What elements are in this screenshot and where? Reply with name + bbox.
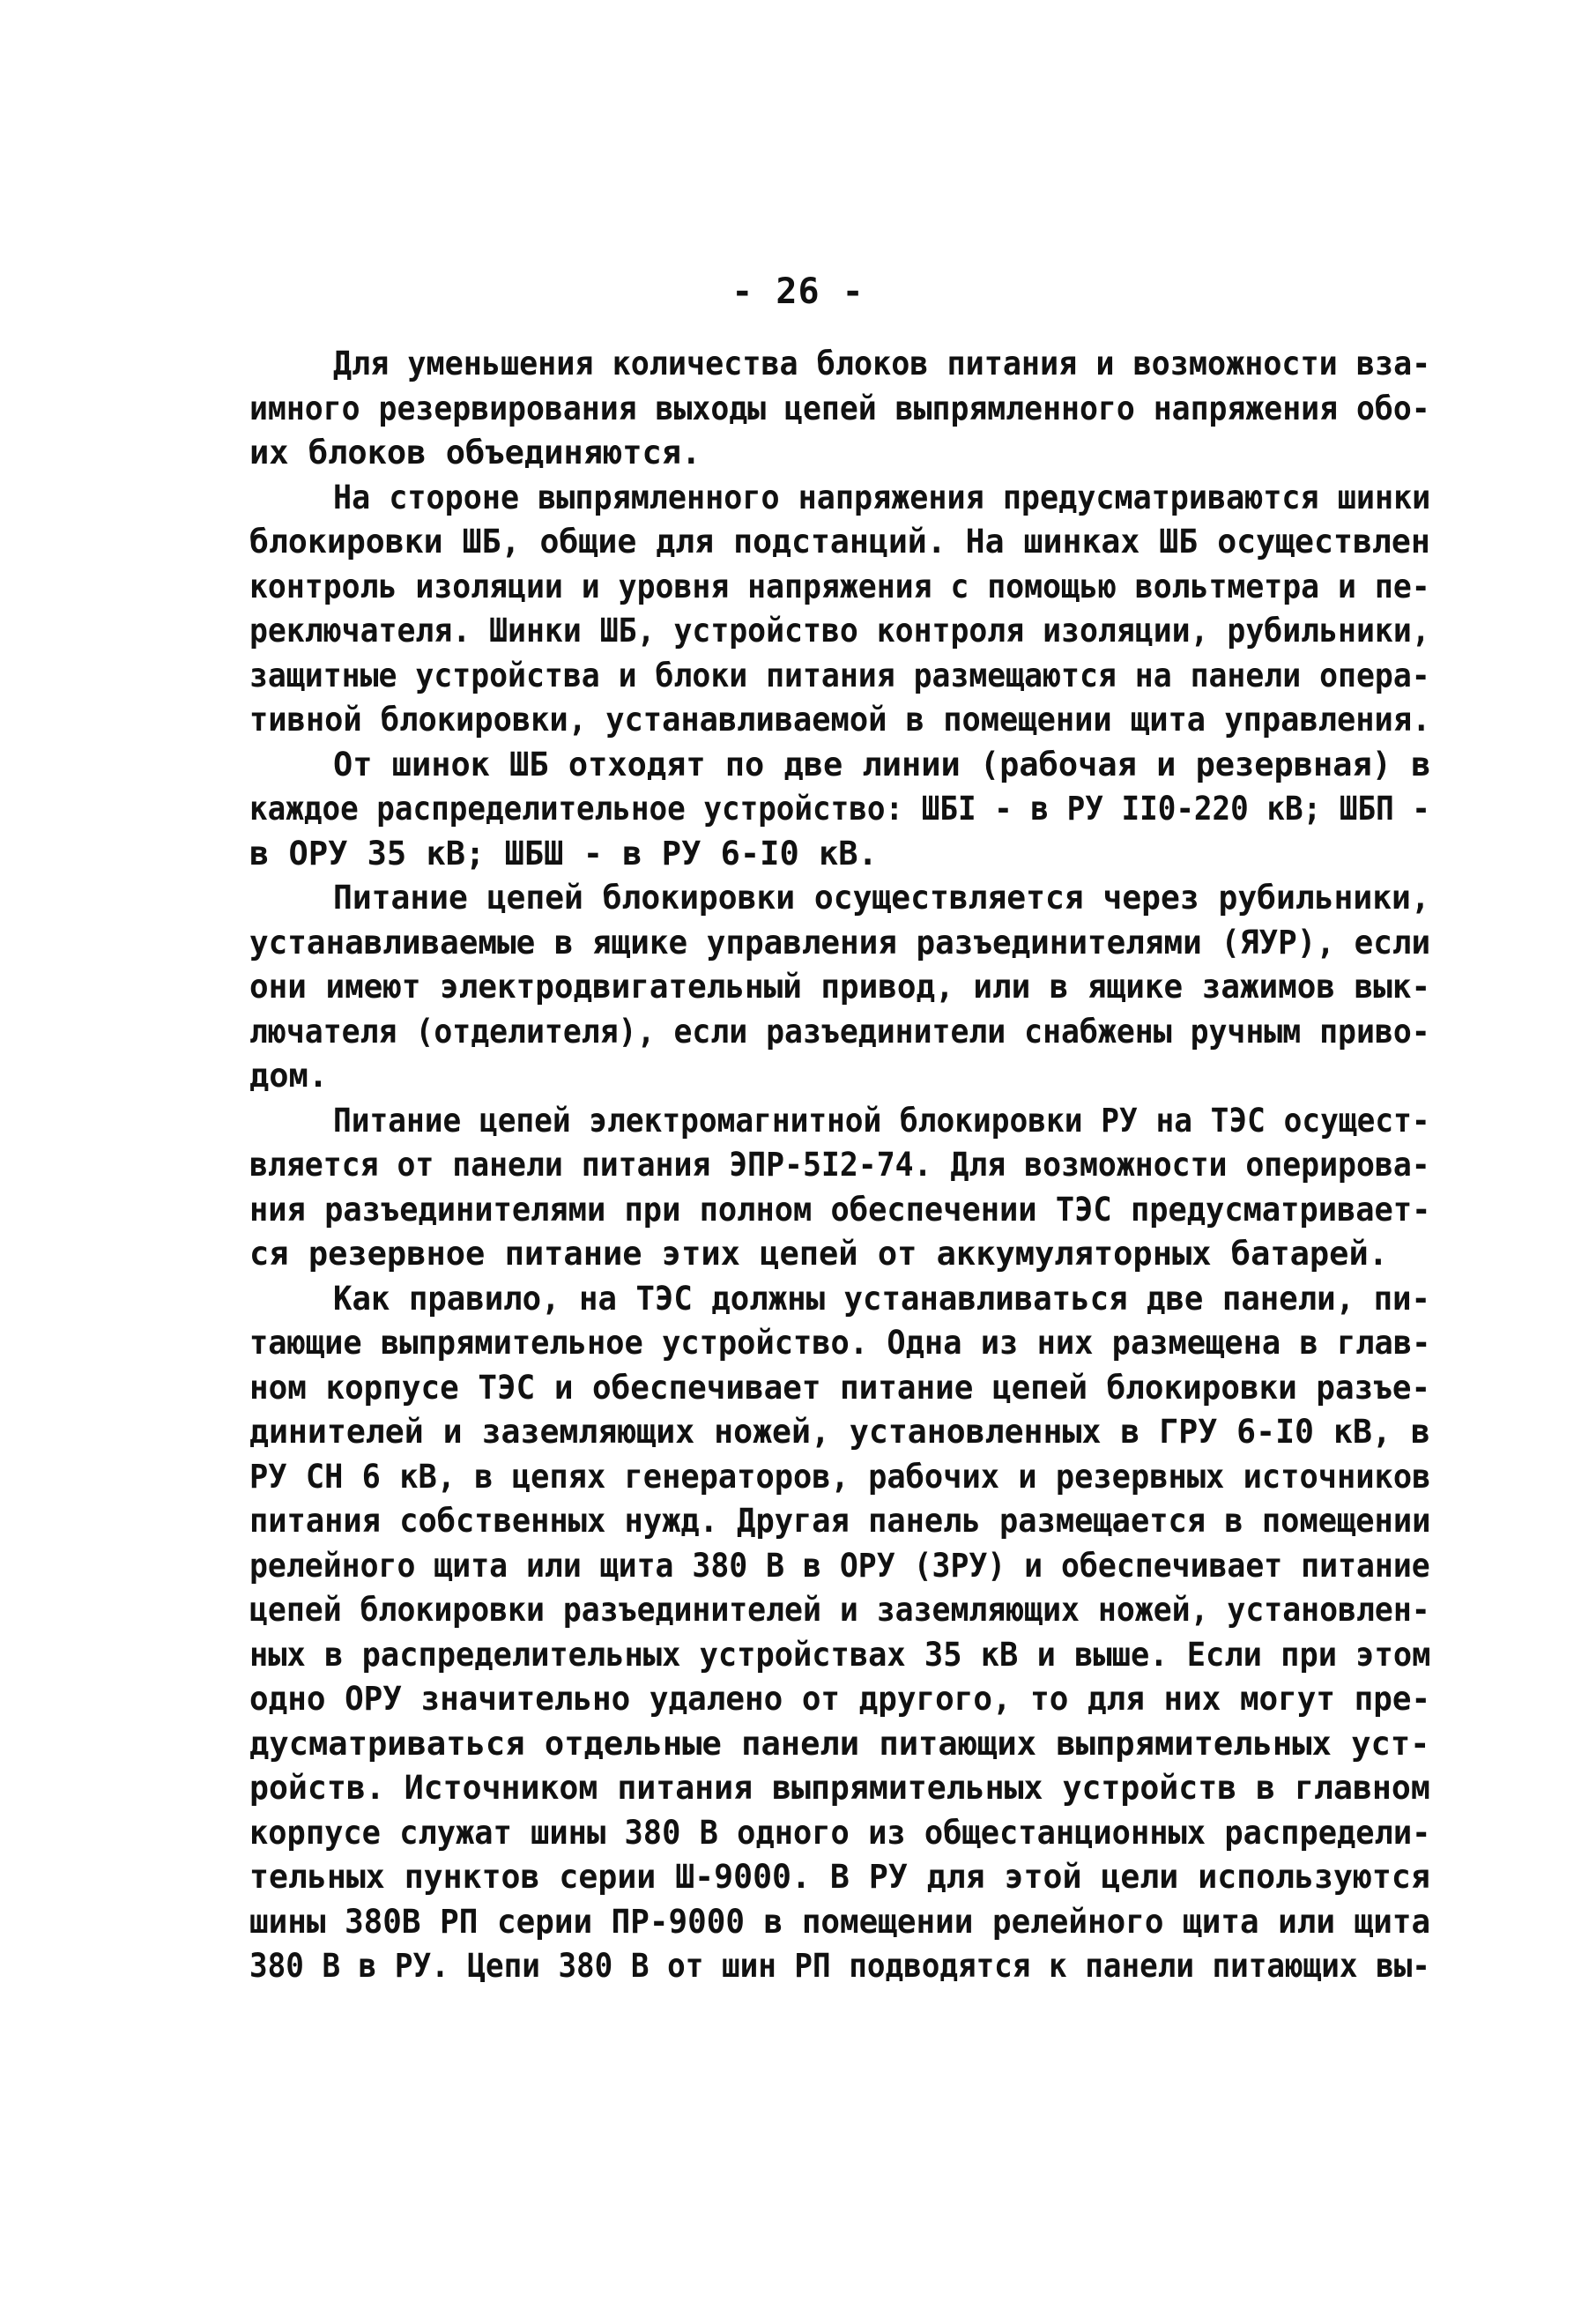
text-line: На стороне выпрямленного напряжения предусматриваются шинки	[333, 478, 1431, 516]
text-line: ных в распределительных устройствах 35 кВ и выше. Если при этом	[249, 1635, 1431, 1674]
text-line: цепей блокировки разъединителей и заземляющих ножей, установлен-	[249, 1591, 1430, 1629]
text-line: ния разъединителями при полном обеспечении ТЭС предусматривает-	[249, 1190, 1431, 1229]
text-line: РУ СН 6 кВ, в цепях генераторов, рабочих и резервных источников	[249, 1457, 1431, 1496]
text-line: корпусе служат шины 380 В одного из общестанционных распредели-	[249, 1813, 1431, 1852]
text-line: защитные устройства и блоки питания размещаются на панели опера-	[249, 656, 1430, 694]
text-line: тающие выпрямительное устройство. Одна из них размещена в глав-	[249, 1324, 1431, 1362]
text-line: в ОРУ 35 кВ; ШБШ - в РУ 6-I0 кВ.	[249, 834, 878, 873]
text-line: дом.	[249, 1057, 329, 1095]
text-line: Для уменьшения количества блоков питания и возможности вза-	[333, 345, 1431, 382]
text-line: Питание цепей электромагнитной блокировки РУ на ТЭС осущест-	[333, 1101, 1430, 1140]
text-line: устанавливаемые в ящике управления разъединителями (ЯУР), если	[249, 923, 1431, 962]
text-line: имного резервирования выходы цепей выпрямленного напряжения обо-	[249, 389, 1430, 427]
text-line: динителей и заземляющих ножей, установленных в ГРУ 6-I0 кВ, в	[249, 1413, 1430, 1451]
text-line: ном корпусе ТЭС и обеспечивает питание цепей блокировки разъе-	[249, 1368, 1431, 1407]
text-line: тивной блокировки, устанавливаемой в помещении щита управления.	[249, 701, 1431, 739]
text-line: шины 380В РП серии ПР-9000 в помещении релейного щита или щита	[249, 1902, 1431, 1941]
text-line: контроль изоляции и уровня напряжения с помощью вольтметра и пе-	[249, 567, 1430, 605]
text-line: реключателя. Шинки ШБ, устройство контроля изоляции, рубильники,	[249, 612, 1430, 650]
page-number: - 26 -	[731, 271, 865, 312]
body-text	[249, 342, 1430, 1989]
text-line: каждое распределительное устройство: ШБI - в РУ II0-220 кВ; ШБП -	[249, 790, 1430, 828]
text-line: они имеют электродвигательный привод, или в ящике зажимов вык-	[249, 968, 1431, 1006]
text-line: дусматриваться отдельные панели питающих выпрямительных уст-	[249, 1724, 1430, 1763]
text-line: их блоков объединяются.	[249, 434, 701, 472]
text-line: Питание цепей блокировки осуществляется через рубильники,	[333, 879, 1430, 917]
text-line: лючателя (отделителя), если разъединители снабжены ручным приво-	[249, 1012, 1430, 1051]
text-line: блокировки ШБ, общие для подстанций. На шинках ШБ осуществлен	[249, 523, 1430, 561]
text-line: ся резервное питание этих цепей от аккумуляторных батарей.	[249, 1235, 1389, 1273]
text-line: вляется от панели питания ЭПР-5I2-74. Для возможности оперирова-	[249, 1146, 1430, 1184]
text-line: ройств. Источником питания выпрямительных устройств в главном	[249, 1769, 1430, 1807]
text-line: От шинок ШБ отходят по две линии (рабочая и резервная) в	[333, 745, 1431, 783]
text-line: Как правило, на ТЭС должны устанавливаться две панели, пи-	[333, 1279, 1430, 1318]
text-line: 380 В в РУ. Цепи 380 В от шин РП подводятся к панели питающих вы-	[249, 1947, 1430, 1985]
text-line: релейного щита или щита 380 В в ОРУ (ЗРУ) и обеспечивает питание	[249, 1546, 1430, 1585]
text-line: питания собственных нужд. Другая панель размещается в помещении	[249, 1502, 1431, 1540]
text-line: одно ОРУ значительно удалено от другого, то для них могут пре-	[249, 1680, 1431, 1718]
text-line: тельных пунктов серии Ш-9000. В РУ для этой цели используются	[249, 1858, 1430, 1896]
